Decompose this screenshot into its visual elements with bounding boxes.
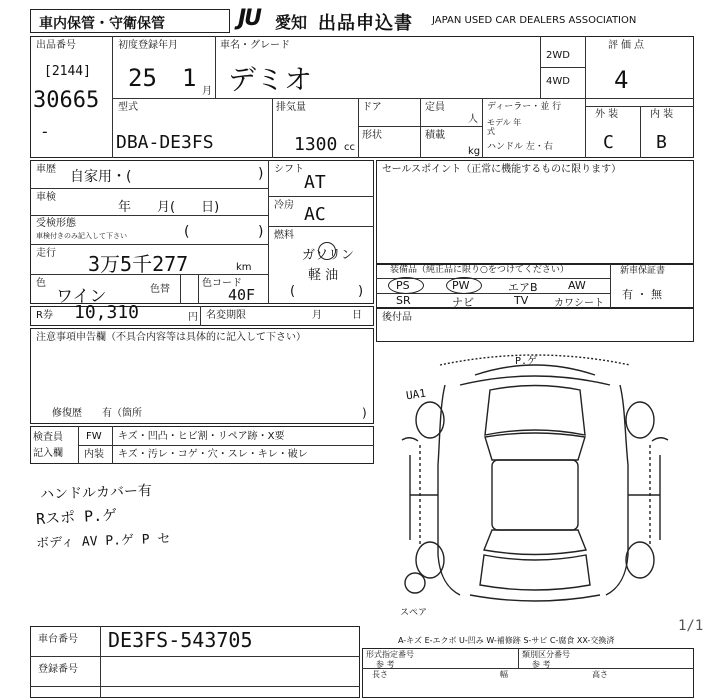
person-unit: 人 [468, 114, 478, 125]
storage-label: 車内保管・守衛保管 [39, 16, 165, 32]
sales-point-box [376, 160, 694, 264]
color-code-label: 色コード [202, 278, 242, 289]
grade-score: 4 [614, 66, 629, 94]
mileage-label: 走行 [36, 248, 56, 259]
equipment-title: 装備品（純正品に限り○をつけてください） [390, 265, 569, 275]
car-damage-diagram [380, 345, 694, 625]
margin-mark: 1/1 [678, 618, 703, 634]
note-body: ボディ AV P.ゲ P セ [35, 531, 171, 552]
height-label: 高さ [592, 670, 608, 679]
mark-side: UA1 [405, 386, 427, 403]
fuel-gas-circle [318, 242, 336, 260]
capacity-label: 定員 [425, 102, 445, 113]
dealer-label: ディーラー・並 行 [487, 102, 562, 112]
warranty-label: 新車保証書 [620, 266, 666, 276]
note-rear-spoiler: Rスポ P.ゲ [35, 505, 118, 529]
yen-unit: 円 [188, 312, 198, 323]
length-label: 長さ [372, 670, 388, 679]
form-cert-ref: 参 考 [376, 660, 395, 669]
interior-label: 内 装 [650, 109, 674, 120]
storage-label-box [30, 9, 230, 33]
fw-items: キズ・凹凸・ヒビ割・リペア跡・X要 [118, 431, 285, 442]
two-wd-label: 2WD [546, 50, 570, 61]
load-label: 積載 [425, 130, 445, 141]
inspection-label: 車検 [36, 192, 56, 203]
lot-number: 30665 [33, 88, 100, 113]
equip-aw: AW [568, 279, 586, 292]
inspection-date: 年 月( 日) [118, 200, 220, 215]
damage-legend: A-キズ E-エクボ U-凹み W-補修跡 S-サビ C-腐食 XX-交換済 [398, 636, 615, 645]
repair-history-label: 修復歴 有（箇所 [52, 408, 142, 419]
displacement-value: 1300 [294, 134, 338, 155]
note-handle-cover: ハンドルカバー有 [39, 483, 153, 503]
ext-grade: C [603, 132, 614, 153]
r-ticket-label: R券 [36, 310, 53, 321]
receipt-paren: ( [184, 224, 190, 240]
lot-bracket: [2144] [44, 64, 91, 79]
equip-seat: カワシート [554, 298, 604, 309]
car-name-label: 車名・グレード [220, 40, 290, 51]
width-label: 幅 [500, 670, 508, 679]
r-ticket-value: 10,310 [74, 302, 140, 323]
equip-pw: PW [452, 279, 470, 292]
int-grade: B [656, 132, 667, 153]
model-label: 型式 [118, 102, 138, 113]
reg-month-unit: 月 [202, 86, 212, 97]
history-label: 車歴 [36, 164, 56, 175]
history-value: 自家用・( [70, 169, 132, 185]
car-name: デミオ [228, 63, 313, 96]
equip-sr: SR [396, 294, 411, 307]
interior-items: キズ・汚レ・コゲ・穴・スレ・キレ・破レ [118, 449, 308, 460]
cc-unit: cc [344, 142, 355, 153]
equip-pw-circle [446, 277, 482, 294]
fw-label: FW [86, 431, 102, 442]
door-label: ドア [362, 102, 382, 113]
shift-value: AT [304, 172, 326, 193]
sales-point-label: セールスポイント（正常に機能するものに限ります） [382, 164, 622, 175]
warranty-options: 有 ・ 無 [622, 288, 662, 301]
exterior-label: 外 装 [595, 109, 619, 120]
name-change-day: 日 [352, 310, 362, 321]
name-change-month: 月 [312, 310, 322, 321]
fuel-paren: ( [290, 284, 296, 299]
displacement-label: 排気量 [276, 102, 306, 113]
equip-ps: PS [396, 279, 410, 292]
model-year-label: モデル 年式 [487, 118, 522, 136]
reg-month: 1 [182, 64, 197, 92]
color-label: 色 [36, 278, 46, 289]
fuel-label: 燃料 [274, 230, 294, 241]
receipt-paren-close: ) [258, 224, 264, 240]
equip-tv: TV [514, 294, 529, 307]
grade-label: 評価点 [608, 40, 647, 51]
receipt-note: 車検付きのみ記入して下さい [36, 232, 127, 240]
receipt-label: 受検形態 [36, 218, 76, 229]
fuel-paren-close: ) [358, 284, 364, 299]
fuel-light: 軽 油 [308, 268, 339, 283]
chassis-label: 車台番号 [38, 634, 78, 645]
color-change-label: 色替 [150, 284, 170, 295]
form-cert-label: 形式指定番号 [366, 650, 414, 659]
kg-unit: kg [468, 146, 481, 157]
color-code-value: 40F [228, 286, 256, 304]
four-wd-label: 4WD [546, 76, 570, 87]
model-code: DBA-DE3FS [116, 132, 214, 153]
notes-label: 注意事項申告欄（不具合内容等は具体的に記入して下さい） [36, 332, 306, 343]
entry-label: 記入欄 [33, 448, 63, 459]
shape-label: 形状 [362, 130, 382, 141]
doc-title: 出品申込書 [318, 13, 413, 34]
assoc-name: JAPAN USED CAR DEALERS ASSOCIATION [432, 15, 637, 26]
after-install-label: 後付品 [382, 312, 412, 323]
fuel-gas: ガソリン [302, 248, 355, 263]
after-install-box [376, 308, 694, 342]
equip-airbag: エアB [508, 281, 538, 294]
reg-number-label: 登録番号 [38, 664, 78, 675]
mark-rear: P.ゲ [515, 356, 538, 367]
chassis-number: DE3FS-543705 [108, 628, 253, 652]
shift-label: シフト [274, 164, 304, 175]
lot-dash: - [40, 122, 50, 141]
handle-label: ハンドル 左・右 [487, 142, 553, 152]
class-num-ref: 参 考 [532, 660, 551, 669]
color-value: ワイン [56, 287, 107, 307]
interior-short-label: 内装 [84, 449, 104, 460]
cooling-value: AC [304, 204, 326, 225]
class-num-label: 類別区分番号 [522, 650, 570, 659]
org-name: 愛知 [275, 13, 308, 32]
repair-close: ) [362, 406, 367, 420]
reg-year: 25 [128, 64, 157, 92]
first-reg-label: 初度登録年月 [118, 40, 178, 51]
history-close: ) [258, 166, 264, 182]
lot-number-label: 出品番号 [36, 40, 76, 51]
inspector-label: 検査員 [33, 432, 63, 443]
name-change-label: 名変期限 [206, 310, 246, 321]
km-unit: km [236, 262, 252, 273]
spare-label: スペア [400, 608, 428, 618]
mileage-value: 3万5千277 [88, 252, 189, 276]
ju-logo: JU [238, 6, 261, 31]
equip-ps-circle [388, 277, 424, 294]
cooling-label: 冷房 [274, 200, 294, 211]
equip-navi: ナビ [452, 296, 474, 309]
